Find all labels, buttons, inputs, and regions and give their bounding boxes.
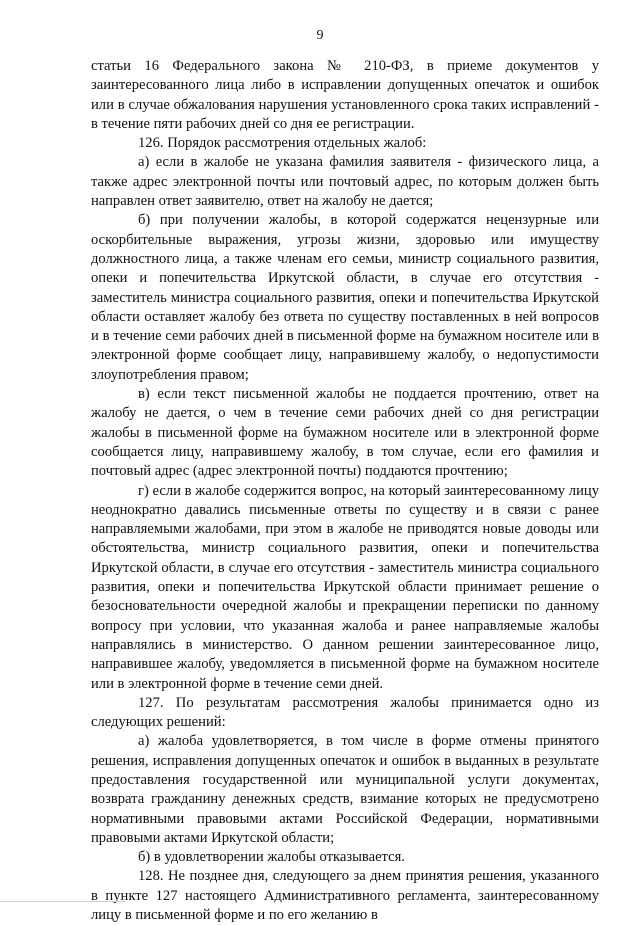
document-body: [91, 57, 599, 925]
paragraph-continuation: статьи 16 Федерального закона № 210-ФЗ, в приеме документов у заинтересованного лица либо в исправлении допущенных опечаток и ошибок или в случае обжалования нарушения установленного срока таких исправлений - в течение пяти рабочих дней со дня ее регистрации.: [91, 58, 599, 132]
paragraph-127-heading: 127. По результатам рассмотрения жалобы принимается одно из следующих решений:: [91, 694, 599, 731]
paragraph-126-g: г) если в жалобе содержится вопрос, на который заинтересованному лицу неоднократно давались письменные ответы по существу и в связи с ранее направляемыми жалобами, при этом в жалобе не приводятся новые доводы или обстоятельства, министр социального развития, опеки и попечительства Иркутской области, в случае его отсутствия - заместитель министра социального развития, опеки и попечительства Иркутской области принимает решение о безосновательности очередной жалобы и прекращении переписки по данному вопросу при условии, что указанная жалоба и ранее направляемые жалобы направлялись в министерство. О данном решении заинтересованное лицо, направившее жалобу, уведомляется в письменной форме на бумажном носителе или в электронной форме в течение семи дней.: [91, 482, 599, 692]
paragraph-126-heading: 126. Порядок рассмотрения отдельных жалоб:: [138, 135, 427, 152]
paragraph-127-b: б) в удовлетворении жалобы отказывается.: [138, 849, 405, 866]
paragraph-128: 128. Не позднее дня, следующего за днем принятия решения, указанного в пункте 127 настоящего Административного регламента, заинтересованному лицу в письменной форме и по его желанию в: [91, 868, 599, 924]
paragraph-126-b: б) при получении жалобы, в которой содержатся нецензурные или оскорбительные выражения, угрозы жизни, здоровью или имуществу должностного лица, а также членам его семьи, министр социального развития, опеки и попечительства Иркутской области, в случае его отсутствия - заместитель министра социального развития, опеки и попечительства Иркутской области оставляет жалобу без ответа по существу поставленных в ней вопросов и в течение семи рабочих дней в письменной форме на бумажном носителе или в электронной форме сообщает лицу, направившему жалобу, о недопустимости злоупотребления правом;: [91, 212, 599, 383]
paragraph-127-a: а) жалоба удовлетворяется, в том числе в форме отмены принятого решения, исправления допущенных опечаток и ошибок в выданных в результате предоставления государственной или муниципальной услуги документах, возврата гражданину денежных средств, взимание которых не предусмотрено нормативными правовыми актами Российской Федерации, нормативными правовыми актами Иркутской области;: [91, 733, 599, 846]
page-number: 9: [316, 28, 324, 43]
paragraph-126-a: а) если в жалобе не указана фамилия заявителя - физического лица, а также адрес электронной почты или почтовый адрес, по которым должен быть направлен ответ заявителю, ответ на жалобу не дается;: [91, 154, 599, 210]
footer-divider: [0, 901, 125, 902]
paragraph-126-v: в) если текст письменной жалобы не поддается прочтению, ответ на жалобу не дается, о чем в течение семи рабочих дней со дня регистрации жалобы в письменной форме на бумажном носителе или в электронной форме сообщается лицу, направившему жалобу, в том случае, если его фамилия и почтовый адрес (адрес электронной почты) поддаются прочтению;: [91, 386, 599, 480]
